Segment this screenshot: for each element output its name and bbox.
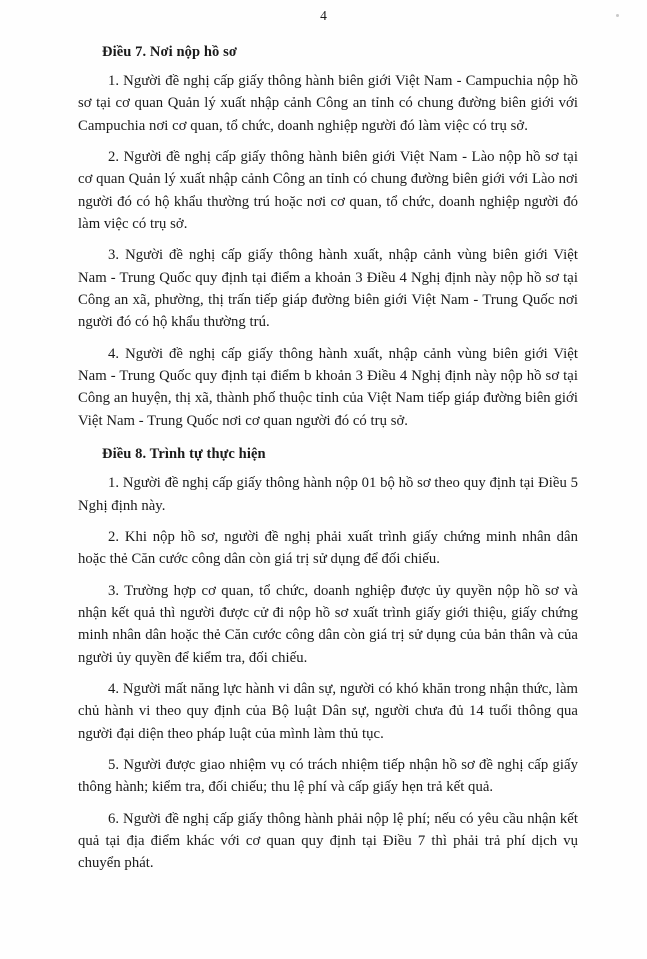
- article-7-heading: Điều 7. Nơi nộp hồ sơ: [102, 44, 237, 60]
- article-8-heading: Điều 8. Trình tự thực hiện: [102, 446, 266, 463]
- article-8-clause-5: 5. Người được giao nhiệm vụ có trách nhiệm tiếp nhận hồ sơ đề nghị cấp giấy thông hành; kiểm tra, đối chiếu; thu lệ phí và cấp giấy hẹn trả kết quả.: [78, 756, 578, 796]
- article-8-clause-1: 1. Người đề nghị cấp giấy thông hành nộp 01 bộ hồ sơ theo quy định tại Điều 5 Nghị định này.: [78, 475, 578, 514]
- article-7-clause-2: 2. Người đề nghị cấp giấy thông hành biên giới Việt Nam - Lào nộp hồ sơ tại cơ quan Quản lý xuất nhập cảnh Công an tỉnh có chung đường biên giới với Lào nơi người đó có hộ khẩu thường trú hoặc nơi cơ quan, tổ chức, doanh nghiệp người đó làm việc có trụ sở.: [78, 149, 578, 233]
- page-number: 4: [320, 8, 327, 23]
- article-7-clause-3: 3. Người đề nghị cấp giấy thông hành xuất, nhập cảnh vùng biên giới Việt Nam - Trung Quốc quy định tại điểm a khoản 3 Điều 4 Nghị định này nộp hồ sơ tại Công an xã, phường, thị trấn tiếp giáp đường biên giới Việt Nam - Trung Quốc nơi người đó có hộ khẩu thường trú.: [78, 247, 578, 331]
- article-8-clause-2: 2. Khi nộp hồ sơ, người đề nghị phải xuất trình giấy chứng minh nhân dân hoặc thẻ Căn cước công dân còn giá trị sử dụng để đối chiếu.: [78, 528, 578, 568]
- article-7-clause-4: 4. Người đề nghị cấp giấy thông hành xuất, nhập cảnh vùng biên giới Việt Nam - Trung Quốc quy định tại điểm b khoản 3 Điều 4 Nghị định này nộp hồ sơ tại Công an huyện, thị xã, thành phố thuộc tỉnh của Việt Nam tiếp giáp đường biên giới Việt Nam - Trung Quốc nơi cơ quan người đó có trụ sở.: [78, 345, 578, 429]
- article-8-clause-4: 4. Người mất năng lực hành vi dân sự, người có khó khăn trong nhận thức, làm chủ hành vi theo quy định của Bộ luật Dân sự, người chưa đủ 14 tuổi thông qua người đại diện theo pháp luật của mình làm thủ tục.: [78, 680, 578, 742]
- document-body: [78, 44, 578, 884]
- article-7-clause-1: 1. Người đề nghị cấp giấy thông hành biên giới Việt Nam - Campuchia nộp hồ sơ tại cơ quan Quản lý xuất nhập cảnh Công an tỉnh có chung đường biên giới với Campuchia nơi cơ quan, tổ chức, doanh nghiệp người đó làm việc có trụ sở.: [78, 73, 578, 134]
- article-8-clause-3: 3. Trường hợp cơ quan, tổ chức, doanh nghiệp được ủy quyền nộp hồ sơ và nhận kết quả thì người được cử đi nộp hồ sơ xuất trình giấy giới thiệu, giấy chứng minh nhân dân hoặc thẻ Căn cước công dân còn giá trị sử dụng của bản thân và của người ủy quyền để kiểm tra, đối chiếu.: [78, 582, 578, 666]
- article-8-clause-6: 6. Người đề nghị cấp giấy thông hành phải nộp lệ phí; nếu có yêu cầu nhận kết quả tại địa điểm khác với cơ quan quy định tại Điều 7 thì phải trả phí dịch vụ chuyển phát.: [78, 810, 578, 872]
